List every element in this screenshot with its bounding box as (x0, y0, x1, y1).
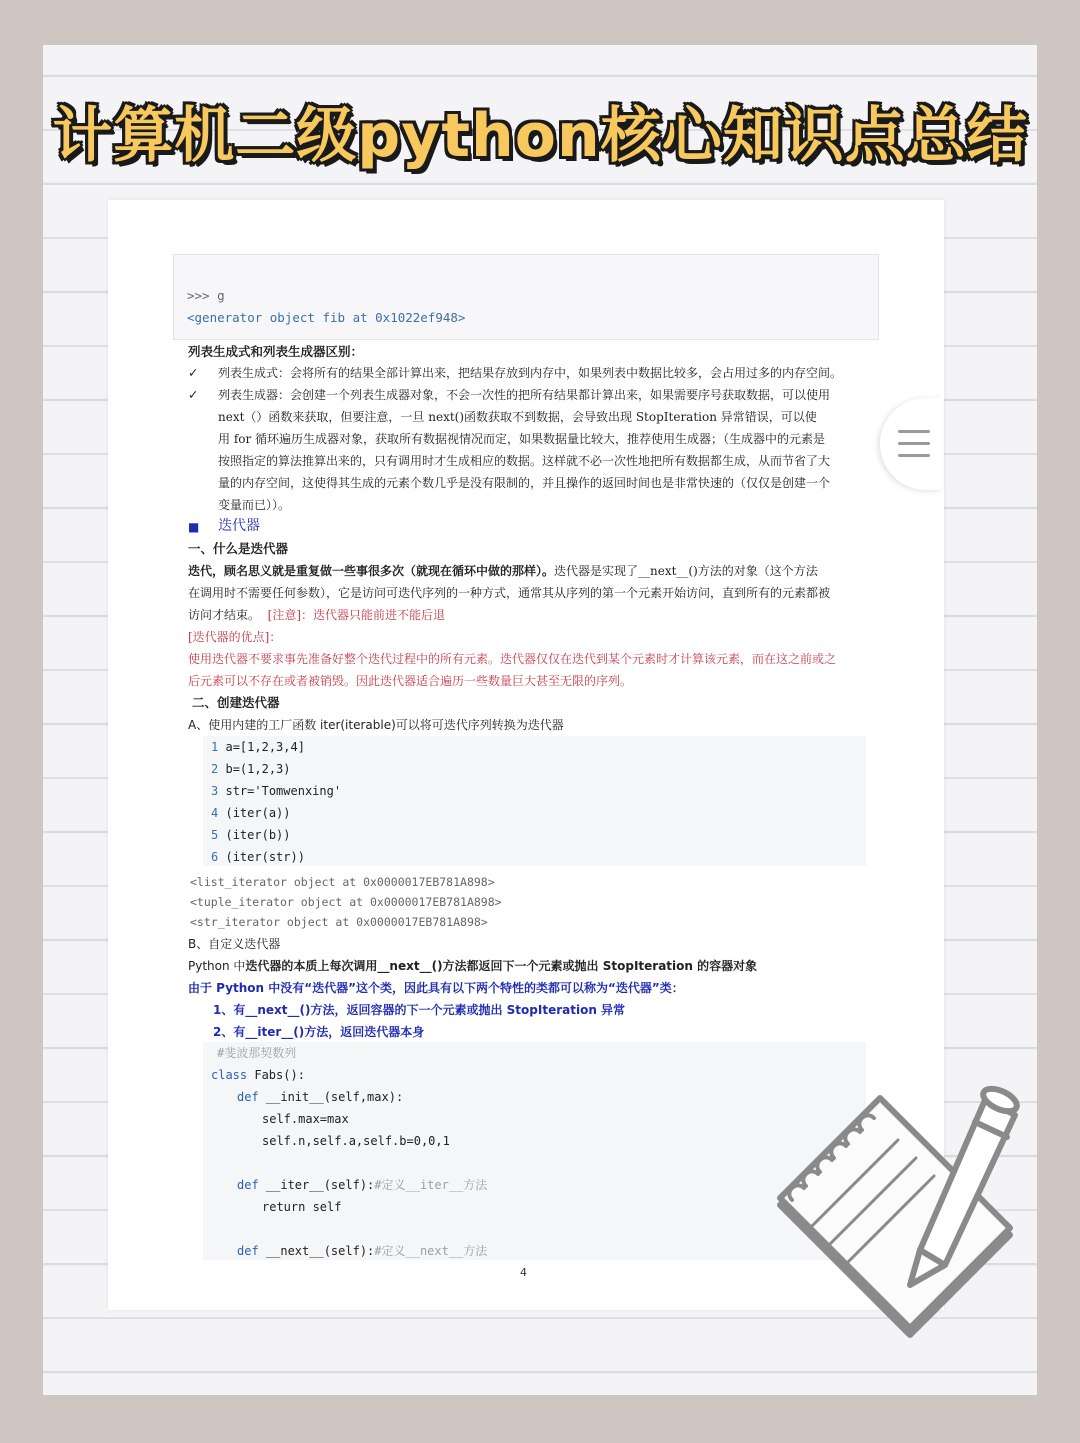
code-line: def __init__(self,max): (237, 1090, 404, 1104)
iterator-paragraph-line-1 (188, 562, 818, 580)
code-prompt-line: >>> g (187, 288, 225, 303)
code-line: 4 (iter(a)) (211, 806, 291, 820)
code-line: class Fabs(): (211, 1068, 305, 1082)
code-line: 3 str='Tomwenxing' (211, 784, 342, 798)
list-gen-item-2-line: 量的内存空间，这使得其生成的元素个数几乎是没有限制的，并且操作的返回时间也是非常快速的（仅仅是创建一个 (218, 476, 831, 490)
iterator-advantages-line-1: 使用迭代器不要求事先准备好整个迭代过程中的所有元素。迭代器仅仅在迭代到某个元素时才计算该元素，而在这之前或之 (188, 652, 837, 666)
code-line: def __iter__(self):#定义__iter__方法 (237, 1178, 488, 1192)
list-gen-item-2-line: 用 for 循环遍历生成器对象，获取所有数据视情况而定，如果数据量比较大，推荐使用生成器；（生成器中的元素是 (218, 432, 826, 446)
list-gen-item-2-line: next（）函数来获取，但要注意，一旦 next()函数获取不到数据，会导致出现 StopIteration 异常错误，可以使 (218, 410, 817, 424)
subheading-create-iterator: 二、创建迭代器 (192, 695, 280, 710)
code-line: 1 a=[1,2,3,4] (211, 740, 305, 754)
hamburger-icon (898, 430, 930, 433)
code-line: return self (262, 1200, 342, 1214)
iterator-definition-rest: 迭代器是实现了__next__()方法的对象（这个方法 (554, 564, 818, 578)
section-heading-iterator: 迭代器 (218, 518, 260, 534)
custom-iterator-heading: B、自定义迭代器 (188, 937, 281, 951)
page-title: 计算机二级python核心知识点总结 (52, 101, 1028, 171)
list-gen-item-2-line: 按照指定的算法推算出来的，只有调用时才生成相应的数据。这样就不必一次性地把所有数据都生成，从而节省了大 (218, 454, 831, 468)
iterator-paragraph-line-2: 在调用时不需要任何参数），它是访问可迭代序列的一种方式，通常其从序列的第一个元素开始访问，直到所有的元素都被 (188, 586, 831, 600)
code-line: self.n,self.a,self.b=0,0,1 (262, 1134, 450, 1148)
iterator-definition-bold: 迭代，顾名思义就是重复做一些事很多次（就现在循环中做的那样）。 (188, 564, 555, 578)
code-line: 6 (iter(str)) (211, 850, 305, 864)
code-comment: #斐波那契数列 (217, 1046, 297, 1060)
builtin-iter-line: A、使用内建的工厂函数 iter(iterable)可以将可迭代序列转换为迭代器 (188, 718, 564, 732)
python-iterator-essence: Python 中迭代器的本质上每次调用__next__()方法都返回下一个元素或抛出 StopIteration 的容器对象 (188, 959, 758, 973)
subheading-what-is-iterator: 一、什么是迭代器 (188, 541, 289, 556)
generator-output-line: <generator object fib at 0x1022ef948> (187, 310, 466, 325)
iterator-output-line: <tuple_iterator object at 0x0000017EB781A898> (190, 895, 502, 909)
iterator-feature-1: 1、有__next__()方法，返回容器的下一个元素或抛出 StopIteration 异常 (213, 1003, 626, 1017)
square-bullet-icon: ■ (188, 520, 200, 534)
list-gen-item-2-line: 变量而已））。 (218, 498, 291, 512)
page-number: 4 (520, 1266, 527, 1279)
list-gen-item-2-line: 列表生成器：会创建一个列表生成器对象，不会一次性的把所有结果都计算出来，如果需要序号获取数据，可以使用 (218, 388, 831, 402)
check-icon: ✓ (188, 387, 199, 402)
code-line: 5 (iter(b)) (211, 828, 291, 842)
iterator-note: [注意]：迭代器只能前进不能后退 (267, 608, 446, 622)
iterator-feature-2: 2、有__iter__()方法，返回迭代器本身 (213, 1025, 425, 1039)
iterator-class-note: 由于 Python 中没有“迭代器”这个类，因此具有以下两个特性的类都可以称为“迭代器”类： (188, 981, 684, 995)
iterator-output-line: <list_iterator object at 0x0000017EB781A898> (190, 875, 495, 889)
check-icon: ✓ (188, 365, 199, 380)
iterator-advantages-line-2: 后元素可以不存在或者被销毁。因此迭代器适合遍历一些数量巨大甚至无限的序列。 (188, 674, 633, 688)
iterator-output-line: <str_iterator object at 0x0000017EB781A898> (190, 915, 488, 929)
iterator-paragraph-end: 访问才结束。 (188, 608, 261, 622)
iterator-paragraph-line-3 (188, 606, 445, 624)
list-gen-item-1: 列表生成式：会将所有的结果全部计算出来，把结果存放到内存中，如果列表中数据比较多，会占用过多的内存空间。 (218, 366, 843, 380)
code-line: self.max=max (262, 1112, 349, 1126)
section-heading-list-gen: 列表生成式和列表生成器区别： (188, 344, 364, 359)
hamburger-icon-bar (898, 442, 930, 445)
hamburger-icon-bar (898, 454, 930, 457)
code-output-block (173, 254, 879, 340)
iterator-advantages-title: [迭代器的优点]： (188, 630, 282, 644)
notebook-pencil-icon (770, 1060, 1020, 1340)
code-line: def __next__(self):#定义__next__方法 (237, 1244, 488, 1258)
code-line: 2 b=(1,2,3) (211, 762, 291, 776)
